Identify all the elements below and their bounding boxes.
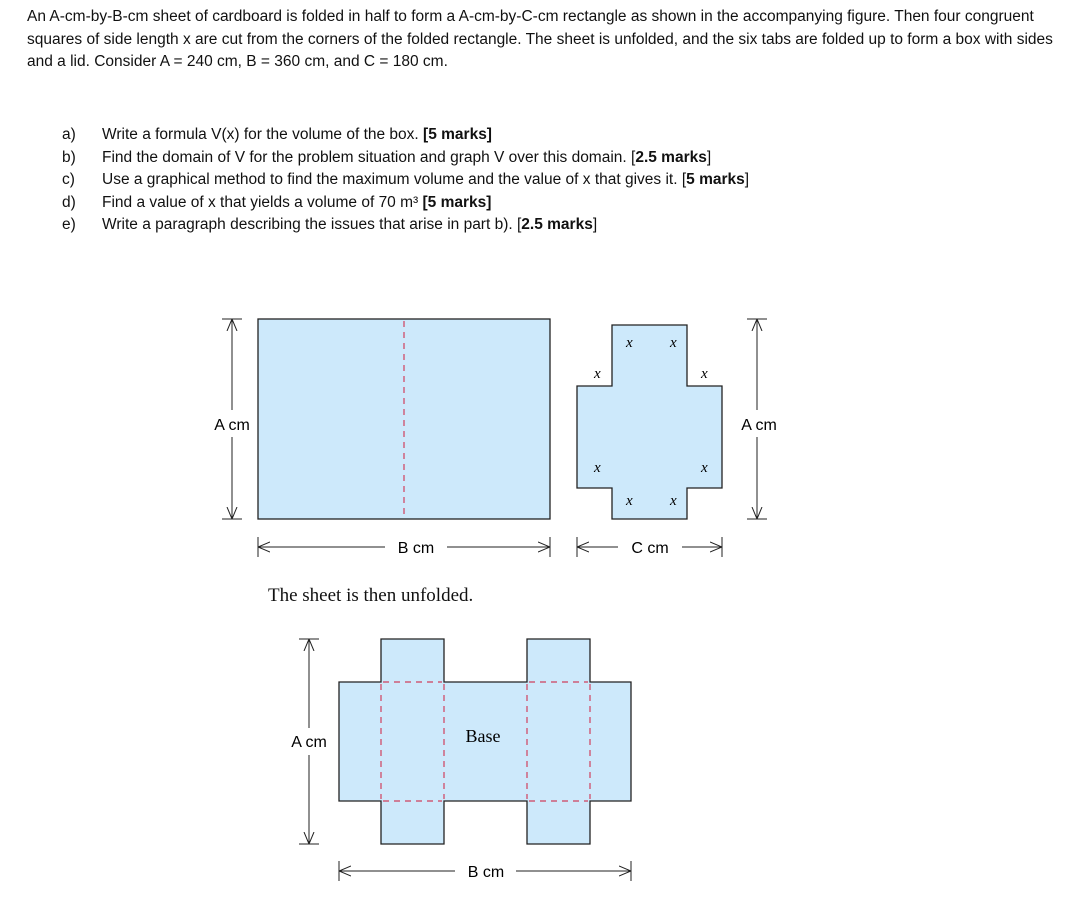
a-cm-label: A cm (741, 417, 777, 434)
question-label: d) (62, 193, 76, 211)
a-cm-label: A cm (214, 417, 250, 434)
question-label: c) (62, 171, 75, 188)
x-label: x (594, 366, 601, 382)
x-label: x (670, 493, 677, 509)
dimension-a-right (741, 319, 777, 519)
question-label: b) (62, 148, 76, 166)
folded-cross-shape (577, 325, 722, 519)
question-marks: [5 marks] (422, 193, 492, 211)
x-label: x (670, 335, 677, 351)
question-marks: [5 marks] (423, 126, 492, 143)
figure-caption: The sheet is then unfolded. (268, 585, 474, 606)
dimension-b-top (258, 537, 550, 557)
question-suffix: ] (706, 148, 712, 166)
question-marks: 5 marks (686, 171, 745, 188)
question-text: Write a formula V(x) for the volume of the box. (102, 126, 424, 143)
x-label: x (594, 460, 601, 476)
dimension-c (577, 537, 722, 557)
question-suffix: ] (592, 216, 598, 233)
dimension-a-left (214, 319, 250, 519)
question-marks: 2.5 marks (635, 148, 707, 166)
dimension-b-bottom (339, 861, 631, 881)
question-text: Find the domain of V for the problem situation and graph V over this domain. [ (102, 148, 636, 166)
dimension-a-bottom (291, 639, 327, 844)
c-cm-label: C cm (631, 540, 669, 557)
question-text: Use a graphical method to find the maximum volume and the value of x that gives it. [ (102, 171, 687, 188)
x-label: x (626, 335, 633, 351)
b-cm-label: B cm (467, 864, 505, 881)
question-text: Find a value of x that yields a volume of 70 m³ (102, 193, 423, 211)
cross-shape (577, 325, 722, 519)
base-label: Base (465, 726, 501, 746)
b-cm-label: B cm (397, 540, 435, 557)
question-suffix: ] (744, 171, 750, 188)
a-cm-label: A cm (291, 734, 327, 751)
question-label: a) (62, 126, 76, 143)
question-marks: 2.5 marks (521, 216, 593, 233)
unfolded-net (339, 639, 631, 844)
problem-intro: An A-cm-by-B-cm sheet of cardboard is folded in half to form a A-cm-by-C-cm rectangle as shown in the accompanying figure. Then four congruent squares of side length x are cut from the corners of the folded rectangle. The sheet is unfolded, and the six tabs are folded up to form a box with sides and a lid. Consider A = 240 cm, B = 360 cm, and C = 180 cm. (27, 8, 1053, 70)
x-label: x (701, 366, 708, 382)
x-label: x (701, 460, 708, 476)
question-text: Write a paragraph describing the issues that arise in part b). [ (102, 216, 522, 233)
x-label: x (626, 493, 633, 509)
full-sheet (258, 319, 550, 519)
question-label: e) (62, 216, 76, 233)
